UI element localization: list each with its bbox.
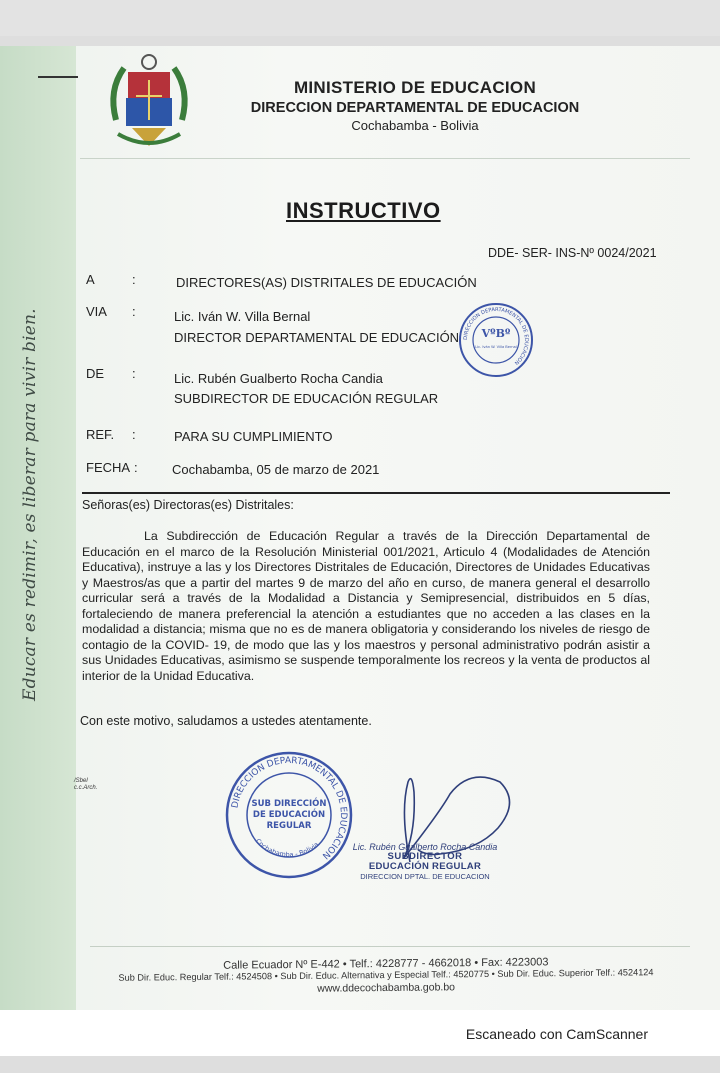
directorate-name: DIRECCION DEPARTAMENTAL DE EDUCACION — [250, 100, 580, 116]
signer-role-3: DIRECCION DPTAL. DE EDUCACION — [360, 872, 490, 881]
signer-name: Lic. Rubén Gualberto Rocha Candia — [352, 842, 498, 852]
signer-role-2: EDUCACIÓN REGULAR — [368, 861, 482, 872]
vobo-stamp — [458, 302, 534, 378]
signer-role-1: SUBDIRECTOR — [387, 851, 463, 862]
sub-stamp-line2: DE EDUCACIÓN — [252, 810, 326, 820]
vobo-stamp-name: Lic. Iván W. Villa Bernal — [475, 345, 517, 349]
scanner-banner — [0, 1010, 720, 1056]
sub-stamp-line3: REGULAR — [266, 821, 312, 831]
field-de-colon: : — [132, 366, 136, 381]
svg-text:Cochabamba - Bolivia — [254, 837, 320, 859]
reference-code: DDE- SER- INS-Nº 0024/2021 — [488, 246, 657, 260]
field-de-label: DE — [86, 366, 105, 381]
vobo-stamp-center: VºBº — [481, 327, 511, 340]
signature-block — [350, 842, 500, 881]
field-fecha-colon: : — [134, 460, 138, 475]
field-via-label: VIA — [86, 304, 107, 319]
ministry-name: MINISTERIO DE EDUCACION — [293, 78, 537, 97]
bottom-bar — [0, 1056, 720, 1073]
field-a-value: DIRECTORES(AS) DISTRITALES DE EDUCACIÓN — [176, 275, 477, 290]
sub-stamp-line1: SUB DIRECCIÓN — [251, 799, 327, 809]
initials-line-2: c.c.Arch. — [74, 785, 98, 791]
field-a-colon: : — [132, 272, 136, 287]
initials-line-1: /Sbel — [74, 778, 88, 784]
field-via-colon: : — [132, 304, 136, 319]
footer-address: Calle Ecuador Nº E-442 • Telf.: 4228777 - 4662018 • Fax: 4223003 — [223, 956, 549, 972]
sidebar-motto: Educar es redimir, es liberar para vivir bien. — [20, 308, 40, 701]
sub-stamp-ring: DIRECCION DEPARTAMENTAL DE EDUCACION — [230, 755, 349, 861]
letterhead — [230, 78, 600, 133]
closing-line: Con este motivo, saludamos a ustedes atentamente. — [80, 714, 372, 728]
footer-phones: Sub Dir. Educ. Regular Telf.: 4524508 • Sub Dir. Educ. Alternativa y Especial Telf.: 4520775 • Sub Dir. Educ. Superior Telf.: 4524124 — [118, 967, 654, 983]
location: Cochabamba - Bolivia — [351, 118, 479, 133]
document-page — [0, 46, 720, 1010]
header-rule — [82, 492, 670, 494]
header-divider — [80, 158, 690, 159]
field-via-name: Lic. Iván W. Villa Bernal — [174, 309, 311, 324]
scanner-label: Escaneado con CamScanner — [465, 1026, 648, 1042]
field-a-label: A — [86, 272, 95, 287]
sub-stamp-bottom: Cochabamba - Bolivia — [253, 837, 321, 859]
initials — [74, 778, 97, 792]
field-ref-colon: : — [132, 427, 136, 442]
field-ref-label: REF. — [86, 427, 115, 442]
top-bar — [0, 0, 720, 36]
field-ref-value: PARA SU CUMPLIMIENTO — [174, 429, 333, 444]
document-title: INSTRUCTIVO — [286, 198, 441, 223]
greeting: Señoras(es) Directoras(es) Distritales: — [82, 498, 294, 512]
vobo-stamp-ring: DIRECCION DEPARTAMENTAL DE EDUCACION — [462, 306, 530, 366]
footer-divider — [90, 946, 690, 947]
field-de-title: SUBDIRECTOR DE EDUCACIÓN REGULAR — [174, 391, 439, 406]
field-fecha-value: Cochabamba, 05 de marzo de 2021 — [172, 462, 380, 477]
field-via-title: DIRECTOR DEPARTAMENTAL DE EDUCACIÓN — [174, 330, 460, 345]
field-de-name: Lic. Rubén Gualberto Rocha Candia — [174, 371, 383, 386]
sidebar-dash — [38, 76, 78, 78]
field-fecha-label: FECHA — [86, 460, 131, 475]
body-paragraph: La Subdirección de Educación Regular a través de la Dirección Departamental de Educación en el marco de la Resolución Ministerial 001/2021, Articulo 4 (Modalidades de Atención Educativa), instruye a las y los Directores Distritales de Educación, Directores de Unidades Educativas y Maestros/as que a partir del martes 9 de marzo del año en curso, de manera general el desarrollo curricular será a través de la Modalidad a Distancia y Semipresencial, distribuidos en 5 días, fortaleciendo de manera preferencial la atención a estudiantes que no acceden a las clases en la modalidad a distancia; misma que no es de manera obligatoria y considerando los niveles de riesgo de contagio de la COVID- 19, de modo que las y los maestros y personal administrativo podrán asistir a sus Unidades Educativas, asimismo se suspende temporalmente los recreos y la venta de productos al interior de la Unidad Educativa. — [82, 529, 650, 683]
footer — [86, 955, 686, 997]
bolivia-crest-icon — [104, 50, 194, 154]
subdireccion-stamp — [224, 750, 354, 880]
footer-website: www.ddecochabamba.gob.bo — [317, 981, 456, 995]
